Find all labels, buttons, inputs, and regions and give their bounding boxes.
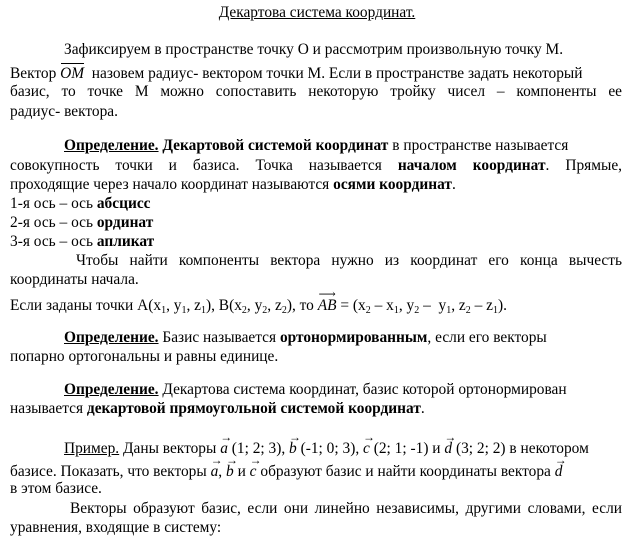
- text: совокупность точки и базиса. Точка называется: [10, 157, 382, 174]
- paragraph-line: [64, 41, 622, 59]
- text: в этом базисе.: [10, 480, 102, 497]
- text: радиус- вектора.: [10, 103, 118, 120]
- text: = (x: [340, 297, 366, 314]
- text: образуют базис и найти координаты вектора: [260, 463, 551, 480]
- text: называется: [10, 400, 84, 417]
- vector-om: OM: [60, 62, 84, 83]
- formula-line: Если заданы точки $А(x_1$, $y_1$, $z_1$), $B(x_2$, $y_2$, $z_2$), то AB ⟶ = ($x_2 - x_1$, $y_2 - y_1$, $z_2 - z_1$).: [10, 294, 622, 315]
- text: 3-я ось – ось: [10, 233, 93, 250]
- text: Декартова система координат, базис которой ортонормирован: [162, 381, 567, 398]
- vector-b: b →: [226, 460, 234, 481]
- definition-label: Определение.: [64, 381, 159, 398]
- paragraph-line: [10, 519, 622, 537]
- paragraph-line: [10, 62, 622, 83]
- vector-c: c →: [363, 437, 370, 458]
- paragraph-line: [10, 400, 622, 418]
- example-label: Пример.: [64, 440, 120, 457]
- paragraph-line: [70, 500, 622, 518]
- text: 1-я ось – ось: [10, 195, 93, 212]
- text: Векторы образуют базис, если они линейно независимы, другими словами, если: [70, 500, 622, 517]
- text: .: [451, 176, 456, 193]
- paragraph-line: [10, 103, 622, 121]
- text: и: [237, 463, 246, 480]
- text: (2; 1; -1) и: [373, 440, 441, 457]
- vector-a: a →: [220, 437, 228, 458]
- text: базисе. Показать, что векторы: [10, 463, 207, 480]
- text: ), B(x: [205, 297, 242, 314]
- text: координаты начала.: [10, 271, 139, 288]
- text: в пространстве называется: [392, 137, 569, 154]
- text: Если заданы точки А(x: [10, 297, 162, 314]
- paragraph-line: [10, 460, 622, 481]
- axis-line: [10, 233, 622, 251]
- term: Декартовой системой координат: [162, 137, 389, 154]
- text: проходящие через начало координат называются: [10, 176, 330, 193]
- paragraph-line: [10, 176, 622, 194]
- page-title: Декартова система координат.: [218, 4, 416, 21]
- text: (3; 2; 2) в некотором: [455, 440, 589, 457]
- paragraph-line: [10, 271, 622, 289]
- definition-label: Определение.: [64, 137, 159, 154]
- vector-d: d →: [555, 460, 563, 481]
- vector-c: c →: [250, 460, 257, 481]
- text: Зафиксируем в пространстве точку О и рассмотрим произвольную точку М.: [64, 41, 564, 58]
- vector-b: b →: [289, 437, 297, 458]
- text: базис, то точке М можно сопоставить некоторую тройку чисел – компоненты ее: [10, 83, 622, 100]
- vector-ab: AB ⟶: [318, 294, 337, 315]
- definition-line: [64, 329, 622, 347]
- paragraph-line: [10, 157, 622, 175]
- axis-line: [10, 195, 622, 213]
- term: абсцисс: [96, 195, 151, 212]
- text: Чтобы найти компоненты вектора нужно из координат его конца вычесть: [76, 252, 622, 269]
- axis-line: [10, 214, 622, 232]
- term: ординат: [96, 214, 154, 231]
- text: . Прямые,: [545, 157, 622, 174]
- paragraph-line: [10, 83, 622, 101]
- text: ,: [218, 463, 223, 480]
- term: декартовой прямоугольной системой координат: [86, 400, 421, 417]
- vector-d: d →: [444, 437, 452, 458]
- text: Вектор: [10, 65, 57, 82]
- text: (1; 2; 3),: [231, 440, 286, 457]
- paragraph-line: [76, 252, 622, 270]
- text: .: [420, 400, 425, 417]
- text: попарно ортогональны и равны единице.: [10, 348, 279, 365]
- paragraph-line: [10, 480, 622, 498]
- term: ортонормированным: [279, 329, 428, 346]
- definition-line: [64, 381, 622, 399]
- text: назовем радиус- вектором точки М. Если в пространстве задать некоторый: [91, 65, 583, 82]
- term: осями координат: [333, 176, 452, 193]
- definition-label: Определение.: [64, 329, 159, 346]
- vector-a: a →: [211, 460, 219, 481]
- text: уравнения, входящие в систему:: [10, 519, 222, 536]
- term: апликат: [96, 233, 155, 250]
- text: ), то: [286, 297, 314, 314]
- paragraph-line: [10, 348, 622, 366]
- definition-line: [64, 137, 622, 155]
- text: (-1; 0; 3),: [300, 440, 360, 457]
- text: , если его векторы: [427, 329, 547, 346]
- text: Даны векторы: [123, 440, 217, 457]
- example-line: [64, 437, 622, 458]
- term: началом координат: [397, 157, 546, 174]
- text: Базис называется: [162, 329, 277, 346]
- text: 2-я ось – ось: [10, 214, 93, 231]
